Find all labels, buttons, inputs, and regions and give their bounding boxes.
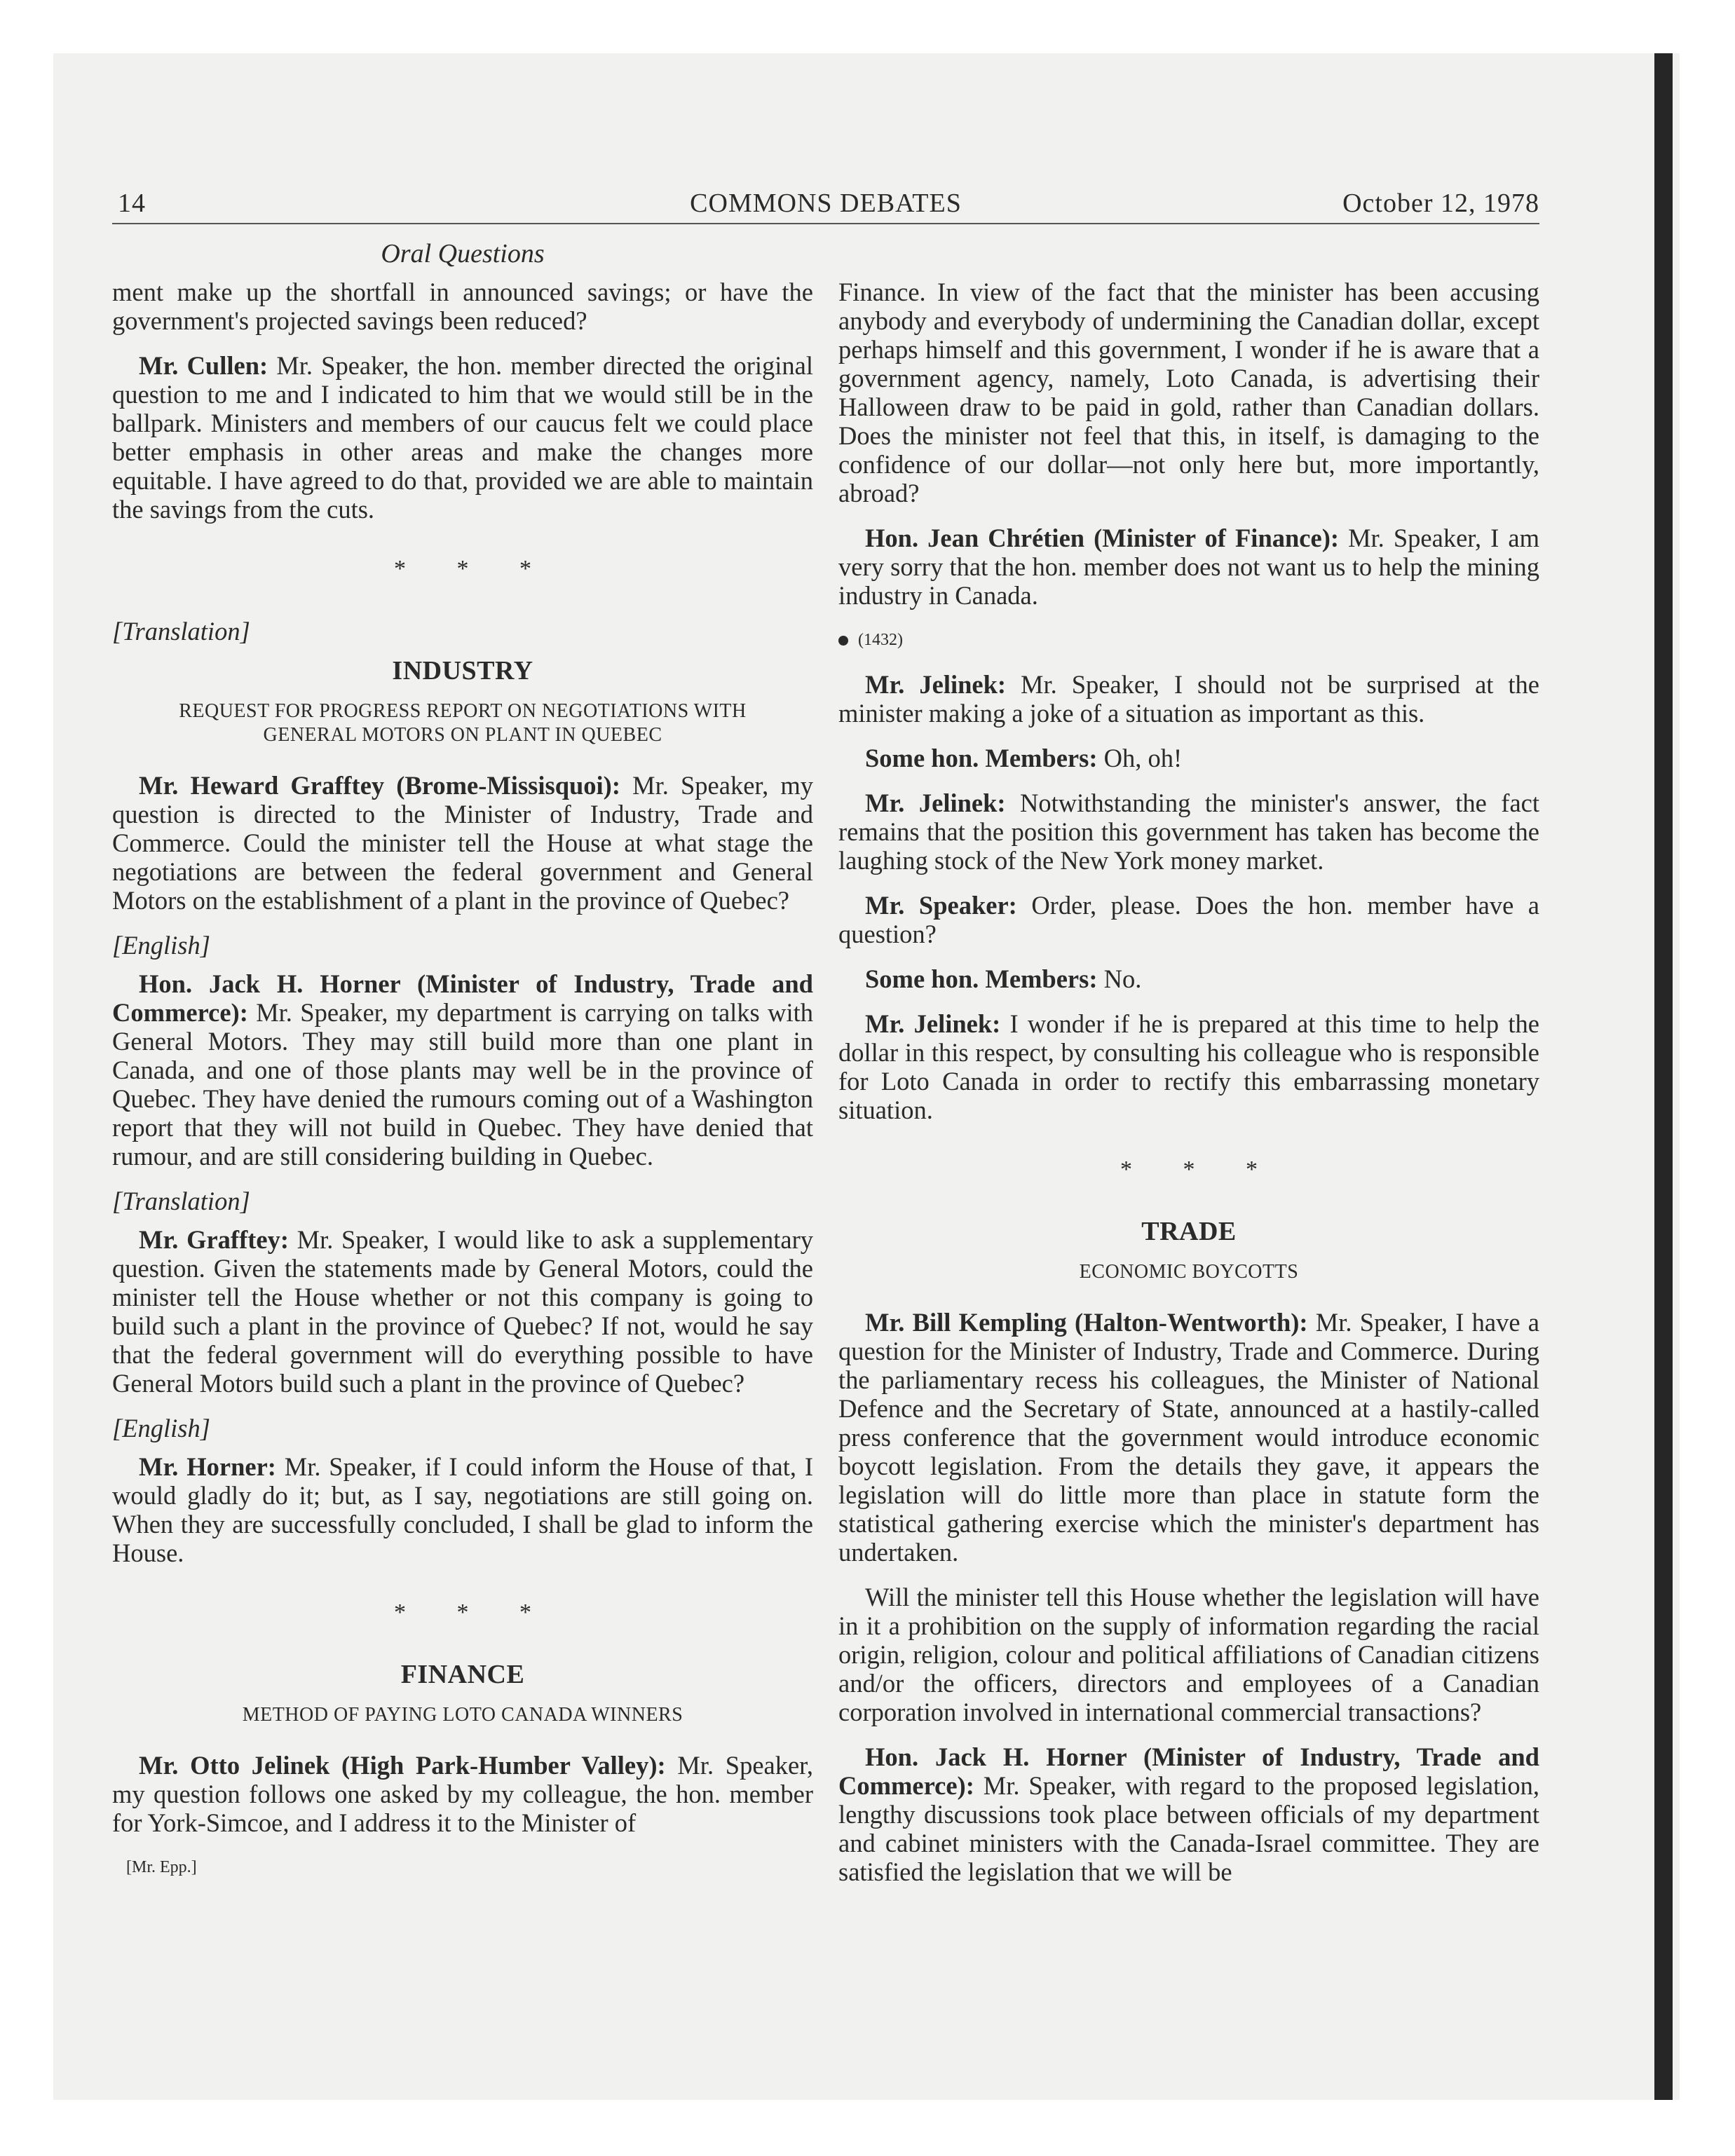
paragraph: Finance. In view of the fact that the minister has been accusing anybody and everybody of undermining the Canadian dollar, except perhaps himself and this government, I wonder if he is aware that a government agency, namely, Loto Canada, is advertising their Halloween draw to be paid in gold, rather than Canadian dollars. Does the minister not feel that this, in itself, is damaging to the confidence of our dollar—not only here but, more importantly, abroad? xyxy=(838,278,1539,507)
speech-text: Mr. Speaker, I would like to ask a supplementary question. Given the statements made by General Motors, could the minister tell the House whether or not this company is going to build such a plant in the province of Quebec? If not, would he say that the federal government will do everything possible to have General Motors build such a plant in the province of Quebec? xyxy=(112,1225,813,1398)
paragraph xyxy=(838,524,1539,610)
language-marker: [Translation] xyxy=(112,617,250,646)
paragraph xyxy=(838,670,1539,728)
speech-text: Mr. Speaker, I have a question for the Minister of Industry, Trade and Commerce. During the parliamentary recess his colleagues, the Minister of National Defence and the Secretary of State, announced at a hastily-called press conference that the government would introduce economic boycott legislation. From the details they gave, it appears the legislation will do little more than place in statute form the statistical gathering exercise which the minister's department has undertaken. xyxy=(838,1308,1539,1567)
speech-text: Mr. Speaker, my question is directed to the Minister of Industry, Trade and Commerce. Could the minister tell the House at what stage the negotiations are between the federal government and General Motors on the establishment of a plant in the province of Quebec? xyxy=(112,771,813,915)
speaker-name: Some hon. Members: xyxy=(865,964,1098,993)
section-subheading: ECONOMIC BOYCOTTS xyxy=(1079,1261,1299,1283)
speaker-name: Mr. Cullen: xyxy=(139,351,268,380)
paragraph xyxy=(838,1009,1539,1124)
language-marker: [Translation] xyxy=(112,1187,250,1215)
right-column xyxy=(838,278,1539,1902)
speech-text: Mr. Speaker, I am very sorry that the hon. member does not want us to help the mining industry in Canada. xyxy=(838,524,1539,610)
scan-edge-shadow xyxy=(1654,53,1673,2100)
paragraph: Will the minister tell this House whether the legislation will have in it a prohibition on the supply of information regarding the racial origin, religion, colour and political affiliations of Canadian citizens and/or the officers, directors and employees of a Canadian corporation involved in international commercial transactions? xyxy=(838,1583,1539,1726)
paragraph xyxy=(838,1308,1539,1567)
section-subheading: REQUEST FOR PROGRESS REPORT ON NEGOTIATIONS WITH GENERAL MOTORS ON PLANT IN QUEBEC xyxy=(179,700,747,746)
paragraph xyxy=(112,1225,813,1398)
paragraph xyxy=(838,744,1539,772)
speech-text: Mr. Speaker, the hon. member directed the original question to me and I indicated to him that we would still be in the ballpark. Ministers and members of our caucus felt we could place better emphasis in other areas and make the changes more equitable. I have agreed to do that, provided we are able to maintain the savings from the cuts. xyxy=(112,351,813,524)
publication-title: COMMONS DEBATES xyxy=(690,189,962,218)
paragraph xyxy=(838,1742,1539,1886)
speaker-name: Mr. Heward Grafftey (Brome-Missisquoi): xyxy=(139,771,620,800)
section-separator: * * * xyxy=(394,1599,554,1625)
speech-text: Mr. Speaker, with regard to the proposed legislation, lengthy discussions took place between officials of my department and cabinet ministers with the Canada-Israel committee. They are satisfied the legislation that we will be xyxy=(838,1771,1539,1886)
paragraph xyxy=(112,351,813,524)
section-heading: FINANCE xyxy=(400,1660,525,1689)
speech-text: Mr. Speaker, if I could inform the House of that, I would gladly do it; but, as I say, negotiations are still going on. When they are successfully concluded, I shall be glad to inform the House. xyxy=(112,1452,813,1567)
paragraph xyxy=(112,1452,813,1567)
speech-text: No. xyxy=(1097,964,1142,993)
paragraph xyxy=(838,891,1539,948)
speaker-name: Mr. Otto Jelinek (High Park-Humber Valley): xyxy=(139,1751,666,1780)
speaker-name: Hon. Jean Chrétien (Minister of Finance): xyxy=(865,524,1339,552)
paragraph xyxy=(112,969,813,1171)
speech-text: Oh, oh! xyxy=(1097,744,1183,772)
left-column xyxy=(112,278,813,1882)
speech-text: Mr. Speaker, my department is carrying on talks with General Motors. They may still build more than one plant in Canada, and one of those plants may well be in the province of Quebec. They have denied the rumours coming out of a Washington report that they will not build in Quebec. They have denied that rumour, and are still considering building in Quebec. xyxy=(112,998,813,1171)
speech-text: Mr. Speaker, I should not be surprised at the minister making a joke of a situation as important as this. xyxy=(838,670,1539,728)
page-header xyxy=(112,184,1539,224)
speaker-name: Mr. Bill Kempling (Halton-Wentworth): xyxy=(865,1308,1308,1337)
paragraph xyxy=(838,789,1539,875)
speaker-name: Mr. Jelinek: xyxy=(865,670,1007,699)
timestamp xyxy=(838,626,1539,655)
section-separator: * * * xyxy=(394,556,554,582)
paragraph xyxy=(838,964,1539,993)
language-marker: [English] xyxy=(112,931,210,960)
speaker-name: Mr. Jelinek: xyxy=(865,789,1006,817)
section-heading: TRADE xyxy=(1141,1217,1237,1246)
speaker-name: Hon. Jack H. Horner (Minister of Industry, Trade and Commerce): xyxy=(838,1742,1539,1800)
speech-text: Order, please. Does the hon. member have a question? xyxy=(838,891,1539,948)
section-separator: * * * xyxy=(1120,1157,1280,1182)
speech-text: I wonder if he is prepared at this time to help the dollar in this respect, by consulting his colleague who is responsible for Loto Canada in order to rectify this embarrassing monetary situation. xyxy=(838,1009,1539,1124)
speaker-name: Mr. Speaker: xyxy=(865,891,1017,920)
speaker-name: Mr. Grafftey: xyxy=(139,1225,289,1254)
section-subheading: METHOD OF PAYING LOTO CANADA WINNERS xyxy=(242,1704,683,1726)
speaker-footnote: [Mr. Epp.] xyxy=(126,1858,197,1876)
paragraph xyxy=(112,771,813,915)
running-head: Oral Questions xyxy=(381,239,545,268)
speaker-name: Mr. Horner: xyxy=(139,1452,276,1481)
page-number: 14 xyxy=(118,189,146,218)
language-marker: [English] xyxy=(112,1414,210,1442)
speaker-name: Hon. Jack H. Horner (Minister of Industry, Trade and Commerce): xyxy=(112,969,813,1027)
speech-text: Mr. Speaker, my question follows one asked by my colleague, the hon. member for York-Simcoe, and I address it to the Minister of xyxy=(112,1751,813,1837)
paragraph: ment make up the shortfall in announced savings; or have the government's projected savings been reduced? xyxy=(112,278,813,335)
speaker-name: Some hon. Members: xyxy=(865,744,1098,772)
paragraph xyxy=(112,1751,813,1837)
bullet-icon xyxy=(838,636,848,646)
speech-text: Notwithstanding the minister's answer, the fact remains that the position this government has taken has become the laughing stock of the New York money market. xyxy=(838,789,1539,875)
section-heading: INDUSTRY xyxy=(392,656,533,685)
timestamp-text: (1432) xyxy=(858,631,903,649)
publication-date: October 12, 1978 xyxy=(1342,189,1539,218)
speaker-name: Mr. Jelinek: xyxy=(865,1009,1001,1038)
